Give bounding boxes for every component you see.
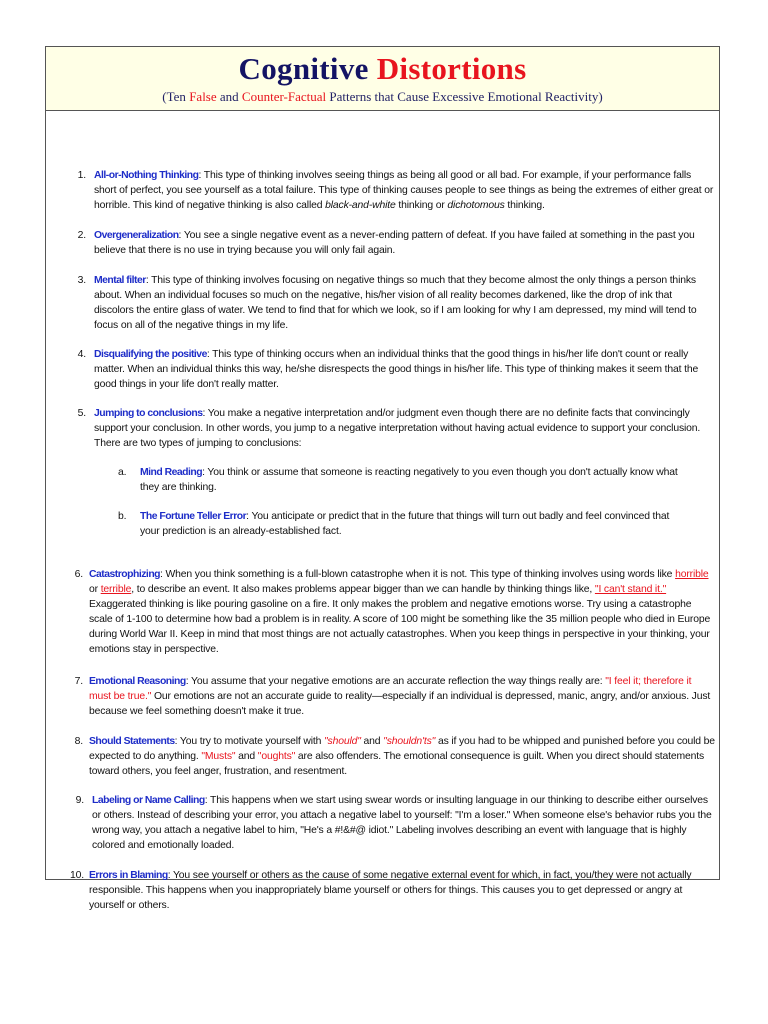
italic-term: dichotomous [447,200,505,211]
item-number: 9. [75,795,84,806]
sub-item-desc: your prediction is an already-established fact. [140,526,342,537]
quote-i-feel-it: "I feel it; therefore it must be true." [89,676,692,702]
item-desc: : This happens when we start using swear words or insulting language in our thinking to describe either ourselves or others. Instead of describing your error, you attach a negative label to yourself: "I'm a loser." When someone else's behavior rubs you the wrong way, you attach a negative label to him, "He's a #!&#@ idiot." Labeling involves describing an event with language that is highly colored and emotionally loaded. [92,795,712,851]
subtitle-false: False [189,89,217,104]
item-text [94,273,714,333]
item-text [89,674,715,719]
sub-item-letter: b. [118,511,127,522]
term-catastrophizing: Catastrophizing [89,569,161,580]
title-word-distortions: Distortions [376,51,527,86]
item-desc: : This type of thinking involves focusing on negative things so much that they become almost the only things a person thinks about. When an individual focuses so much on the negative, his/her vision of all reality becomes darkened, like the drop of ink that discolors the entire glass of water. We tend to find that for which we look, so if I am looking for why I am depressed, my mind will tend to focus on all of the negative things in my life. [94,275,697,331]
subtitle-and: and [219,89,239,104]
term-fortune-teller: The Fortune Teller Error [140,511,247,522]
term-disqualifying-positive: Disqualifying the positive [94,349,207,360]
item-desc: or [89,584,101,595]
item-number: 3. [77,275,86,286]
item-desc: are also offenders. The emotional consequence is guilt. When you direct should statements toward others, you feel anger, frustration, and resentment. [89,751,705,777]
item-number: 8. [74,736,83,747]
word-horrible: horrible [675,569,709,580]
item-desc: : This type of thinking involves seeing things as being all good or all bad. For example, if your performance falls short of perfect, you see yourself as a total failure. This type of thinking causes people to see things as being the extremes of either great or horrible. This kind of negative thinking is also called [94,170,714,211]
term-should-statements: Should Statements [89,736,175,747]
item-desc: thinking or [395,200,448,211]
item-desc: , to describe an event. It also makes problems appear bigger than we can handle by thinking things like, [131,584,595,595]
item-desc: Exaggerated thinking is like pouring gasoline on a fire. It only makes the problem and negative emotions worse. Try using a catastrophe scale of 1-100 to determine how bad a problem is in reality. A score of 100 might be something like the 35 million people who died in Europe during World War II. Keep in mind that most things are not actually catastrophes. When you keep things in perspective in your thinking, your emotions stay in perspective. [89,599,711,655]
item-desc: and [360,736,384,747]
sub-item-text [140,509,708,539]
term-mind-reading: Mind Reading [140,467,203,478]
item-text [94,228,714,258]
item-text [94,168,714,213]
quote-cant-stand-it: "I can't stand it." [594,584,667,595]
word-terrible: terrible [100,584,132,595]
item-desc: : You see a single negative event as a never-ending pattern of defeat. If you have failed at something in the past you believe that there is no use in trying because you will only fail again. [94,230,695,256]
term-mental-filter: Mental filter [94,275,146,286]
term-emotional-reasoning: Emotional Reasoning [89,676,186,687]
item-number: 6. [74,569,83,580]
title-word-cognitive: Cognitive [238,51,369,86]
item-desc: : You see yourself or others as the cause of some negative external event for which, in fact, you/they were not actually responsible. This happens when you inappropriately blame yourself or others for things. This causes you to get depressed or angry at yourself or others. [89,870,692,911]
item-desc: thinking. [504,200,545,211]
item-desc: : You try to motivate yourself with [174,736,324,747]
item-desc: : You assume that your negative emotions are an accurate reflection the way things really are: [185,676,606,687]
word-musts: "Musts" [201,751,236,762]
sub-item-desc: : You think or assume that someone is reacting negatively to you even though you don't actually know what [202,467,678,478]
subtitle-open: (Ten [162,89,186,104]
item-text [94,347,714,392]
item-number: 5. [77,408,86,419]
item-desc: : You make a negative interpretation and/or judgment even though there are no definite facts that convincingly support your conclusion. In other words, you jump to a negative interpretation without having actual evidence to support your conclusion. There are two types of jumping to conclusions: [94,408,701,449]
subtitle-rest: Patterns that Cause Excessive Emotional Reactivity) [329,89,603,104]
italic-term: black-and-white [325,200,396,211]
item-number: 1. [77,170,86,181]
item-desc: : This type of thinking occurs when an individual thinks that the good things in his/her life don't count or really matter. When an individual thinks this way, he/she disrespects the good things in his/her life. This type of thinking makes it seem that the good things in your life don't really matter. [94,349,699,390]
item-number: 7. [74,676,83,687]
document-frame [45,46,720,911]
sub-item-text [140,465,708,495]
item-desc: and [235,751,258,762]
item-text [89,734,715,779]
item-text [94,406,714,451]
item-desc: as if you had to be whipped and punished before you could be expected to do anything. [89,736,715,762]
word-should: "should" [324,736,361,747]
item-text [89,567,715,657]
term-all-or-nothing: All-or-Nothing Thinking [94,170,199,181]
word-oughts: "oughts" [257,751,296,762]
item-text [89,868,715,913]
term-labeling: Labeling or Name Calling [92,795,205,806]
word-shouldnts: "shouldn'ts" [383,736,436,747]
item-desc: Our emotions are not an accurate guide to reality—especially if an individual is depressed, manic, angry, and/or anxious. Just because we feel something doesn't make it true. [89,691,711,717]
title-banner [46,47,719,111]
document-title [46,52,719,86]
item-number: 4. [77,349,86,360]
item-number: 10. [70,870,84,881]
sub-item-desc: they are thinking. [140,482,217,493]
sub-item-desc: : You anticipate or predict that in the future that things will turn out badly and feel convinced that [246,511,670,522]
sub-item-letter: a. [118,467,127,478]
term-errors-in-blaming: Errors in Blaming [89,870,168,881]
subtitle-counter-factual: Counter-Factual [241,89,327,104]
term-overgeneralization: Overgeneralization [94,230,179,241]
item-number: 2. [77,230,86,241]
term-jumping-to-conclusions: Jumping to conclusions [94,408,203,419]
item-text [92,793,715,853]
item-desc: : When you think something is a full-blown catastrophe when it is not. This type of thinking involves using words like [160,569,676,580]
document-subtitle [46,89,719,105]
